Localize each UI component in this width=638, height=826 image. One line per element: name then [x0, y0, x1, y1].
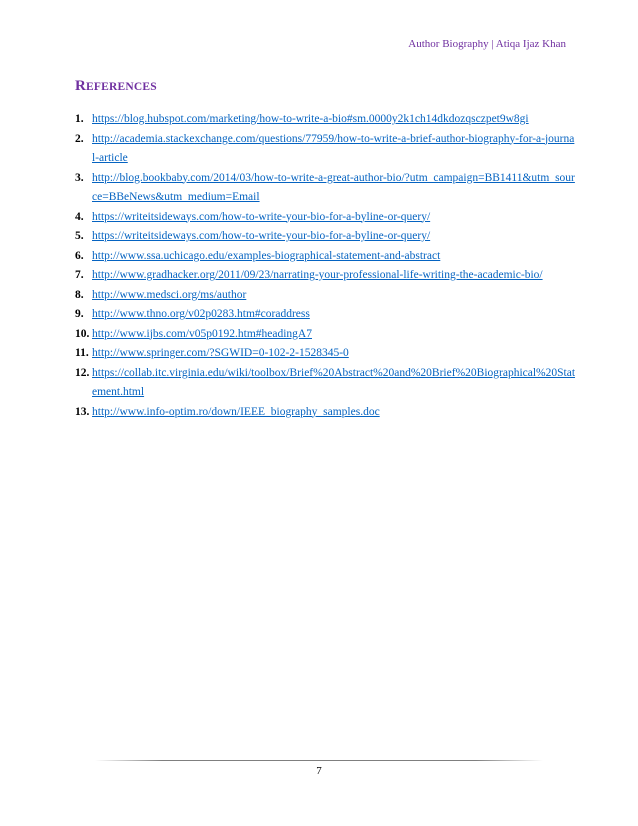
references-heading-initial: R — [75, 78, 87, 94]
reference-number: 13. — [75, 405, 90, 418]
reference-link[interactable]: http://www.medsci.org/ms/author — [92, 288, 247, 301]
reference-link[interactable]: http://www.thno.org/v02p0283.htm#coraddress — [92, 308, 310, 320]
list-item — [75, 169, 575, 208]
list-item — [75, 403, 575, 423]
list-item — [75, 305, 575, 325]
list-item — [75, 208, 575, 228]
reference-link[interactable]: http://www.ijbs.com/v05p0192.htm#headingA7 — [92, 327, 312, 340]
references-heading-rest: EFERENCES — [86, 81, 157, 93]
list-item — [75, 110, 575, 130]
reference-number: 12. — [75, 366, 90, 379]
reference-number: 1. — [75, 113, 84, 125]
reference-link[interactable]: https://writeitsideways.com/how-to-write-your-bio-for-a-byline-or-query/ — [92, 230, 431, 242]
list-item — [75, 247, 575, 267]
reference-number: 11. — [75, 347, 89, 359]
reference-number: 10. — [75, 327, 90, 340]
reference-link[interactable]: http://www.ssa.uchicago.edu/examples-biographical-statement-and-abstract — [92, 249, 441, 262]
list-item — [75, 266, 575, 286]
list-item — [75, 227, 575, 247]
footer-divider — [95, 760, 543, 761]
reference-number: 3. — [75, 171, 84, 184]
reference-link[interactable]: http://blog.bookbaby.com/2014/03/how-to-write-a-great-author-bio/?utm_campaign=BB1411&utm_source=BBeNews&utm_medium=Email — [92, 171, 575, 203]
references-heading — [75, 78, 157, 95]
list-item — [75, 325, 575, 345]
list-item — [75, 286, 575, 306]
list-item — [75, 130, 575, 169]
reference-link[interactable]: http://www.info-optim.ro/down/IEEE_biography_samples.doc — [92, 405, 380, 418]
reference-number: 7. — [75, 269, 84, 281]
reference-number: 5. — [75, 230, 84, 242]
reference-number: 2. — [75, 132, 84, 145]
reference-link[interactable]: http://academia.stackexchange.com/questions/77959/how-to-write-a-brief-author-biography-for-a-journal-article — [92, 132, 575, 164]
reference-link[interactable]: http://www.springer.com/?SGWID=0-102-2-1528345-0 — [92, 347, 349, 359]
references-list — [75, 110, 575, 422]
page-number: 7 — [316, 765, 322, 777]
list-item — [75, 364, 575, 403]
reference-number: 6. — [75, 249, 84, 262]
reference-link[interactable]: http://www.gradhacker.org/2011/09/23/narrating-your-professional-life-writing-the-academic-bio/ — [92, 269, 543, 281]
reference-number: 8. — [75, 288, 84, 301]
reference-link[interactable]: https://writeitsideways.com/how-to-write-your-bio-for-a-byline-or-query/ — [92, 210, 431, 223]
reference-link[interactable]: https://blog.hubspot.com/marketing/how-to-write-a-bio#sm.0000y2k1ch14dkdozqsczpet9w8gi — [92, 113, 529, 125]
list-item — [75, 344, 575, 364]
reference-number: 4. — [75, 210, 84, 223]
running-header: Author Biography | Atiqa Ijaz Khan — [408, 38, 566, 50]
reference-number: 9. — [75, 308, 84, 320]
reference-link[interactable]: https://collab.itc.virginia.edu/wiki/toolbox/Brief%20Abstract%20and%20Brief%20Biographical%20Statement.html — [92, 366, 576, 398]
